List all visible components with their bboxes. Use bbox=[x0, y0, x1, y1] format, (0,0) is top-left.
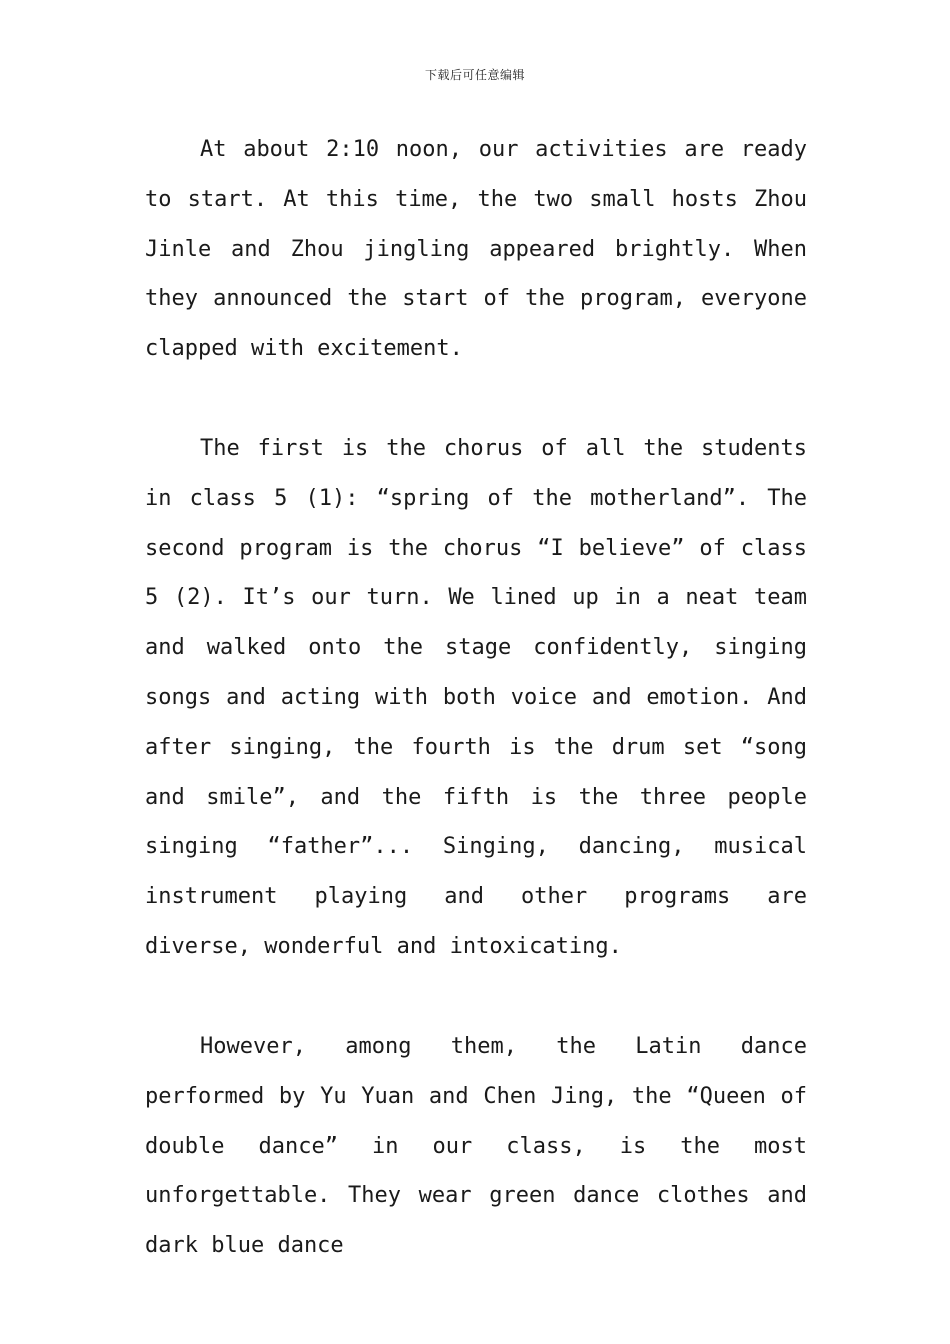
paragraph-2: The first is the chorus of all the students in class 5 (1): “spring of the motherland”. The second program is the chorus “I believe” of class 5 (2). It’s our turn. We lined up in a neat team and walked onto the stage confidently, singing songs and acting with both voice and emotion. And after singing, the fourth is the drum set “song and smile”, and the fifth is the three people singing “father”... Singing, dancing, musical instrument playing and other programs are diverse, wonderful and intoxicating. bbox=[145, 436, 807, 959]
paragraph-1: At about 2:10 noon, our activities are ready to start. At this time, the two small hosts Zhou Jinle and Zhou jingling appeared brightly. When they announced the start of the program, everyone clapped with excitement. bbox=[145, 137, 807, 362]
header-note: 下载后可任意编辑 bbox=[424, 68, 525, 82]
paragraph-3: However, among them, the Latin dance performed by Yu Yuan and Chen Jing, the “Queen of double dance” in our class, is the most unforgettable. They wear green dance clothes and dark blue dance bbox=[145, 1034, 807, 1259]
